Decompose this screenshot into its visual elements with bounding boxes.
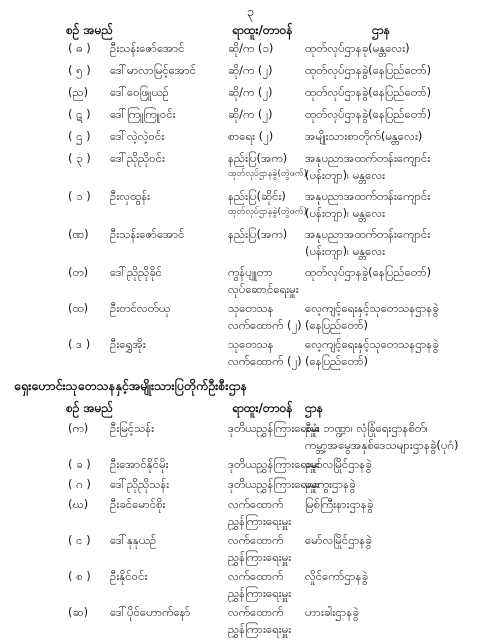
row-rank [228,496,310,530]
rank-line: လက်ထောက် [228,605,284,619]
row-number: (ည) [68,85,89,99]
row-name: ဦးသန်းဇော်အောင် [110,41,185,55]
row-office [305,476,495,493]
section2-header-num-name: စဉ် အမည် [66,401,114,415]
row-number: ( ၃ ) [68,151,91,165]
office-line: အနုပညာအထက်တန်းကျောင်း [305,227,431,241]
row-name: ဒေါ်မာလာမြင့်အောင် [110,63,197,77]
row-rank [228,420,320,437]
row-rank [228,604,310,638]
row-number: (ထ) [68,301,89,315]
rank-line: လုပ်ဆောင်ရေးမှူး [228,282,299,296]
row-name: ဦးမြင့်သန်း [110,421,155,435]
office-line: အနုပညာအထက်တန်းကျောင်း [305,151,431,165]
row-rank [228,568,310,602]
row-office [305,420,495,454]
row-number: ( ၁ ) [68,189,91,203]
office-line: ထုတ်လုပ်ဌာနခွဲ(နေပြည်တော်) [305,85,432,99]
rank-line: လက်ထောက် (၂) [228,354,302,368]
row-office [305,226,495,260]
row-number: (ဆ) [68,605,89,619]
row-rank [228,84,310,101]
row-office [305,456,495,473]
office-line: (ပန်းတျာ)၊ မန္တလေး [305,244,386,258]
row-name: ဦးလှထွန်း [110,189,151,203]
section2-header-office: ဌာန [305,401,323,415]
row-office [305,604,495,621]
row-rank [228,40,310,57]
row-name: ဒေါ်လဲ့လဲ့ဝင်း [110,129,165,143]
office-line: ထုတ်လုပ်ဌာနခု(မန္တလေး) [305,41,410,55]
rank-line: ကွန်ပျူတာ [228,265,273,279]
row-number: ( စ ) [68,569,91,583]
row-office [305,532,495,549]
rank-line: ထုတ်လုပ်ဌာနခွဲ(တွဲဖက်) [228,207,308,217]
row-office [305,128,495,145]
row-number: (တ) [68,265,89,279]
office-line: မော်လမြိုင်ဌာနခွဲ [305,533,372,547]
office-line: ကမ္ဘာ့အမွေအနှစ်ဒေသများဌာနခွဲ(ပုဂံ) [305,438,459,452]
row-rank [228,128,310,145]
row-office [305,300,495,334]
row-office [305,188,495,222]
rank-line: နည်းပြ(ဆိုင်း) [228,189,286,203]
rank-line: နည်းပြ(အက) [228,151,288,165]
row-number: ( ဒ ) [68,337,91,351]
rank-line: ညွှန်ကြားရေးမှူး [228,550,292,564]
rank-line: စာရေး (၂) [228,129,274,143]
office-line: (နေပြည်တော်) [305,318,368,332]
row-rank [228,264,310,298]
rank-line: လက်ထောက် [228,533,284,547]
rank-line: ဒုတိယညွှန်ကြားရေးမှူး [228,457,320,471]
row-number: ( ဋ ) [68,107,91,121]
office-line: ထုတ်လုပ်ဌာနခွဲ(နေပြည်တော်) [305,63,432,77]
office-line: ထုတ်လုပ်ဌာနခွဲ(နေပြည်တော်) [305,107,432,121]
header-rank: ရာထူး/တာဝန် [232,23,293,37]
row-name: ဒေါ်ညိုညိုဝင်း [110,151,165,165]
row-number: ( ဓ ) [68,41,91,55]
row-rank [228,476,320,493]
row-name: ဦးခင်မောင်စိုး [110,497,166,511]
row-name: ဒေါ်ကြူကြူဝင်း [110,107,176,121]
office-line: အမျိုးသားစာတိုက်(မန္တလေး) [305,129,423,143]
row-name: ဒေါ်ဝေဖြူယဉ် [110,85,170,99]
office-line: မြစ်ကြီးနားဌာနခွဲ [305,497,374,511]
office-line: (ပန်းတျာ)၊ မန္တလေး [305,206,386,220]
row-name: ဦးသန်းဇော်အောင် [110,227,185,241]
row-name: ဒေါ်ပိုင်ဟောက်နော် [110,605,191,619]
office-line: လေ့ကျင့်ရေးနှင့်သုတေသနဌာနခွဲ [305,301,439,315]
row-rank [228,62,310,79]
row-rank [228,456,320,473]
row-number: (ဏ) [68,227,89,241]
row-name: ဦးတင်လတ်ယု [110,301,171,315]
row-rank [228,532,310,566]
row-office [305,264,495,281]
row-number: (က) [68,421,89,435]
office-line: (နေပြည်တော်) [305,354,368,368]
rank-line: သုတေသန [228,337,274,351]
row-name: ဒေါ်နုနုယဉ် [110,533,157,547]
row-name: ဦးနိုင်ဝင်း [110,569,148,583]
office-line: မကွေးဌာနခွဲ [305,477,356,491]
row-rank [228,188,310,220]
section2-header-rank: ရာထူး/တာဝန် [232,401,293,415]
row-office [305,150,495,184]
row-office [305,336,495,370]
office-line: ဟားခါးဌာနခွဲ [305,605,359,619]
row-number: ( ခ ) [68,457,91,471]
rank-line: ညွှန်ကြားရေးမှူး [228,586,292,600]
row-rank [228,336,310,370]
office-line: (ပန်းတျာ)၊ မန္တလေး [305,168,386,182]
rank-line: နည်းပြ(အက) [228,227,288,241]
office-line: မော်လမြိုင်ဌာနခွဲ [305,457,372,471]
rank-line: လက်ထောက် [228,569,284,583]
rank-line: ထုတ်လုပ်ဌာနခွဲ(တွဲဖက်) [228,169,308,179]
office-line: လှိုင်ကော်ဌာနခွဲ [305,569,368,583]
row-name: ဒေါ်ညိုညိုခိုင် [110,265,163,279]
row-office [305,40,495,57]
row-office [305,496,495,513]
rank-line: လက်ထောက် [228,497,284,511]
rank-line: ဒုတိယညွှန်ကြားရေးမှူး [228,477,320,491]
row-name: ဦးရွှေအိုး [110,337,146,351]
rank-line: ဆို/က (၂) [228,85,273,99]
rank-line: ညွှန်ကြားရေးမှူး [228,514,292,528]
rank-line: ဆို/က (၂) [228,63,273,77]
row-number: ( င ) [68,533,91,547]
rank-line: ဒုတိယညွှန်ကြားရေးမှူး [228,421,320,435]
row-number: (ဃ) [68,497,89,511]
row-name: ဒေါ်ညိုညိုသန်း [110,477,170,491]
office-line: အနုပညာအထက်တန်းကျောင်း [305,189,431,203]
rank-line: ညွှန်ကြားရေးမှူး [228,622,292,636]
page-number: ၃ [246,5,255,20]
office-line: လေ့ကျင့်ရေးနှင့်သုတေသနဌာနခွဲ [305,337,439,351]
row-rank [228,150,310,182]
row-rank [228,106,310,123]
rank-line: လက်ထောက် (၂) [228,318,302,332]
row-office [305,84,495,101]
row-office [305,568,495,585]
row-number: ( ၅ ) [68,63,91,77]
section2-title: ရှေးဟောင်းသုတေသနနှင့်အမျိုးသားပြတိုက်ဦးစီးဌာန [14,378,248,393]
office-line: ထုတ်လုပ်ဌာနခွဲ(နေပြည်တော်) [305,265,432,279]
office-line: စီမံ၊ ဘဏ္ဍာ၊ လုံခြုံရေးဌာနစိတ်၊ [305,421,428,435]
row-number: ( ဂ ) [68,477,91,491]
row-name: ဦးအောင်နိုင်မိုး [110,457,169,471]
rank-line: သုတေသန [228,301,274,315]
header-office: ဌာန [372,23,390,37]
row-office [305,62,495,79]
header-num-name: စဉ် အမည် [66,23,114,37]
row-rank [228,300,310,334]
row-number: ( ဌ ) [68,129,91,143]
row-office [305,106,495,123]
rank-line: ဆို/က (၂) [228,107,273,121]
row-rank [228,226,310,243]
rank-line: ဆို/က (၁) [228,41,274,55]
